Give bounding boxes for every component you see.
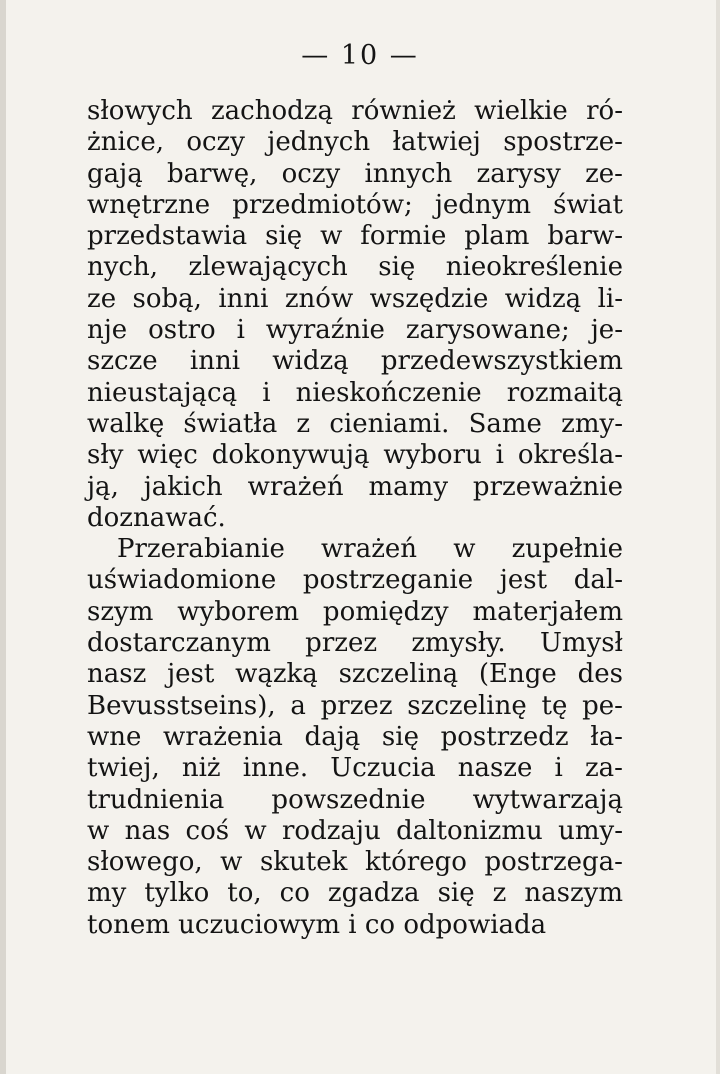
text-line bbox=[87, 565, 623, 596]
word: coś bbox=[185, 815, 230, 846]
word: spostrze- bbox=[503, 127, 623, 158]
word: materjałem bbox=[472, 596, 623, 627]
text-line bbox=[87, 534, 623, 565]
word: walkę bbox=[87, 408, 165, 439]
text-line bbox=[87, 284, 623, 315]
word: światła bbox=[183, 408, 278, 439]
word: widzą bbox=[504, 283, 582, 314]
word: i bbox=[236, 315, 245, 346]
word: i bbox=[262, 377, 271, 408]
word: zgadza bbox=[327, 878, 420, 909]
text-line bbox=[87, 472, 623, 503]
word: rozmaitą bbox=[506, 377, 623, 408]
word: słowego, bbox=[87, 847, 203, 878]
text-line bbox=[87, 722, 623, 753]
text-line bbox=[87, 440, 623, 471]
word: ją, bbox=[87, 471, 119, 502]
text-line bbox=[87, 378, 623, 409]
word: jednym bbox=[434, 189, 532, 220]
text-line bbox=[87, 847, 623, 878]
word: widzą bbox=[272, 346, 349, 377]
word: sobą, bbox=[132, 283, 202, 314]
word: szym bbox=[87, 596, 154, 627]
word: daltonizmu bbox=[396, 815, 543, 846]
word: nieustającą bbox=[87, 377, 238, 408]
word: wyborem bbox=[177, 596, 300, 627]
word: dają bbox=[304, 721, 361, 752]
word: Bevusstseins), bbox=[87, 690, 276, 721]
text-line bbox=[87, 878, 623, 909]
text-line bbox=[87, 597, 623, 628]
word: je- bbox=[590, 315, 623, 346]
word: skutek bbox=[259, 847, 348, 878]
word: żnice, bbox=[87, 127, 164, 158]
text-line bbox=[87, 691, 623, 722]
word: barw- bbox=[547, 221, 623, 252]
word: przedewszystkiem bbox=[380, 346, 623, 377]
word: przeważnie bbox=[472, 471, 623, 502]
word: dal- bbox=[573, 565, 623, 596]
word: wyboru bbox=[383, 440, 482, 471]
word: mamy bbox=[368, 471, 449, 502]
word: zmy- bbox=[561, 408, 623, 439]
word: zachodzą bbox=[210, 96, 333, 126]
word: des bbox=[577, 659, 623, 690]
word: się bbox=[381, 721, 419, 752]
word: gają bbox=[87, 158, 143, 189]
word: cieniami. bbox=[329, 408, 450, 439]
text-line bbox=[87, 910, 623, 941]
word: się bbox=[378, 252, 416, 283]
word: wrażeń bbox=[321, 534, 418, 565]
word: również bbox=[351, 96, 456, 126]
word: pe- bbox=[582, 690, 623, 721]
word: i bbox=[495, 440, 504, 471]
word: za- bbox=[584, 753, 623, 784]
word: wnętrzne bbox=[87, 189, 211, 220]
word: przez bbox=[320, 690, 393, 721]
word: rodzaju bbox=[282, 815, 381, 846]
word: się bbox=[265, 221, 303, 252]
word: znów bbox=[284, 283, 354, 314]
word: tylko bbox=[144, 878, 210, 909]
word: zmysły. bbox=[411, 628, 506, 659]
page-edge-left bbox=[0, 0, 6, 1074]
word: jest bbox=[499, 565, 548, 596]
word: wązką bbox=[235, 659, 318, 690]
word: łatwiej bbox=[392, 127, 481, 158]
word: nje bbox=[87, 315, 128, 346]
text-line bbox=[87, 315, 623, 346]
text-line bbox=[87, 252, 623, 283]
word: przedstawia bbox=[87, 221, 248, 252]
word: nasze bbox=[457, 753, 533, 784]
word: wytwarzają bbox=[472, 784, 623, 815]
text-line bbox=[87, 753, 623, 784]
word: ze- bbox=[585, 158, 623, 189]
word: którego bbox=[364, 847, 467, 878]
word: naszym bbox=[524, 878, 623, 909]
text-line bbox=[87, 190, 623, 221]
word: Uczucia bbox=[330, 753, 436, 784]
word: ze bbox=[87, 283, 117, 314]
word: zarysy bbox=[476, 158, 561, 189]
text-line bbox=[87, 659, 623, 690]
word: twiej, bbox=[87, 753, 160, 784]
word: z bbox=[296, 408, 311, 439]
paragraph bbox=[87, 96, 623, 534]
word: li- bbox=[597, 283, 623, 314]
text-line bbox=[87, 96, 623, 127]
word: w bbox=[220, 847, 243, 878]
word: oczy bbox=[186, 127, 245, 158]
word: innych bbox=[364, 158, 453, 189]
text-line bbox=[87, 346, 623, 377]
text-line bbox=[87, 159, 623, 190]
word: i bbox=[554, 753, 563, 784]
word: jest bbox=[167, 659, 215, 690]
word: wszędzie bbox=[369, 283, 489, 314]
word: szcze bbox=[87, 346, 158, 377]
word: nieskończenie bbox=[295, 377, 482, 408]
word: sły bbox=[87, 440, 124, 471]
word: wielkie bbox=[474, 96, 568, 126]
word: w bbox=[320, 221, 343, 252]
word: postrzedz bbox=[440, 721, 569, 752]
word: dokonywują bbox=[211, 440, 370, 471]
word: więc bbox=[137, 440, 198, 471]
word: uświadomione bbox=[87, 565, 277, 596]
word: trudnienia bbox=[87, 784, 225, 815]
word: nasz bbox=[87, 659, 147, 690]
word: wrażenia bbox=[163, 721, 283, 752]
word: co bbox=[279, 878, 310, 909]
word: Przerabianie bbox=[117, 534, 285, 565]
word: tę bbox=[541, 690, 568, 721]
word: barwę, bbox=[166, 158, 258, 189]
word: dostarczanym bbox=[87, 628, 271, 659]
word: formie bbox=[360, 221, 447, 252]
word: przez bbox=[305, 628, 378, 659]
text-line bbox=[87, 628, 623, 659]
word: plam bbox=[464, 221, 530, 252]
word: ró- bbox=[586, 96, 623, 126]
text-line bbox=[87, 409, 623, 440]
word: zarysowane; bbox=[405, 315, 570, 346]
word: nych, bbox=[87, 252, 159, 283]
page-number: — 10 — bbox=[301, 40, 419, 71]
word: niż bbox=[181, 753, 221, 784]
word: się bbox=[437, 878, 475, 909]
text-line-content: doznawać. bbox=[87, 502, 226, 533]
word: inne. bbox=[242, 753, 309, 784]
word: wrażeń bbox=[247, 471, 344, 502]
word: a bbox=[290, 690, 306, 721]
text-line bbox=[87, 503, 623, 534]
word: zlewających bbox=[188, 252, 348, 283]
word: (Enge bbox=[478, 659, 557, 690]
word: oczy bbox=[281, 158, 341, 189]
word: nieokreślenie bbox=[445, 252, 623, 283]
word: nas bbox=[124, 815, 171, 846]
word: jednych bbox=[267, 127, 371, 158]
word: inni bbox=[218, 283, 269, 314]
word: ła- bbox=[590, 721, 623, 752]
word: ostro bbox=[148, 315, 216, 346]
text-line-content: tonem uczuciowym i co odpowiada bbox=[87, 909, 547, 940]
page-edge-right bbox=[716, 0, 720, 1074]
word: my bbox=[87, 878, 127, 909]
text-line bbox=[87, 816, 623, 847]
word: określa- bbox=[517, 440, 623, 471]
word: słowych bbox=[87, 96, 193, 126]
word: pomiędzy bbox=[322, 596, 449, 627]
body-text bbox=[87, 96, 623, 941]
word: Umysł bbox=[539, 628, 623, 659]
word: inni bbox=[189, 346, 241, 377]
text-line bbox=[87, 127, 623, 158]
word: umy- bbox=[558, 815, 623, 846]
word: w bbox=[244, 815, 267, 846]
word: zupełnie bbox=[511, 534, 623, 565]
word: jakich bbox=[143, 471, 223, 502]
word: świat bbox=[553, 189, 623, 220]
word: postrzega- bbox=[484, 847, 623, 878]
word: postrzeganie bbox=[302, 565, 474, 596]
word: w bbox=[453, 534, 476, 565]
word: przedmiotów; bbox=[232, 189, 413, 220]
text-line bbox=[87, 785, 623, 816]
text-line bbox=[87, 221, 623, 252]
paragraph bbox=[87, 534, 623, 941]
word: wne bbox=[87, 721, 142, 752]
word: szczeliną bbox=[338, 659, 459, 690]
word: to, bbox=[227, 878, 262, 909]
word: Same bbox=[468, 408, 542, 439]
word: szczelinę bbox=[407, 690, 527, 721]
word: w bbox=[87, 815, 110, 846]
word: wyraźnie bbox=[265, 315, 385, 346]
word: powszednie bbox=[271, 784, 426, 815]
word: z bbox=[492, 878, 507, 909]
